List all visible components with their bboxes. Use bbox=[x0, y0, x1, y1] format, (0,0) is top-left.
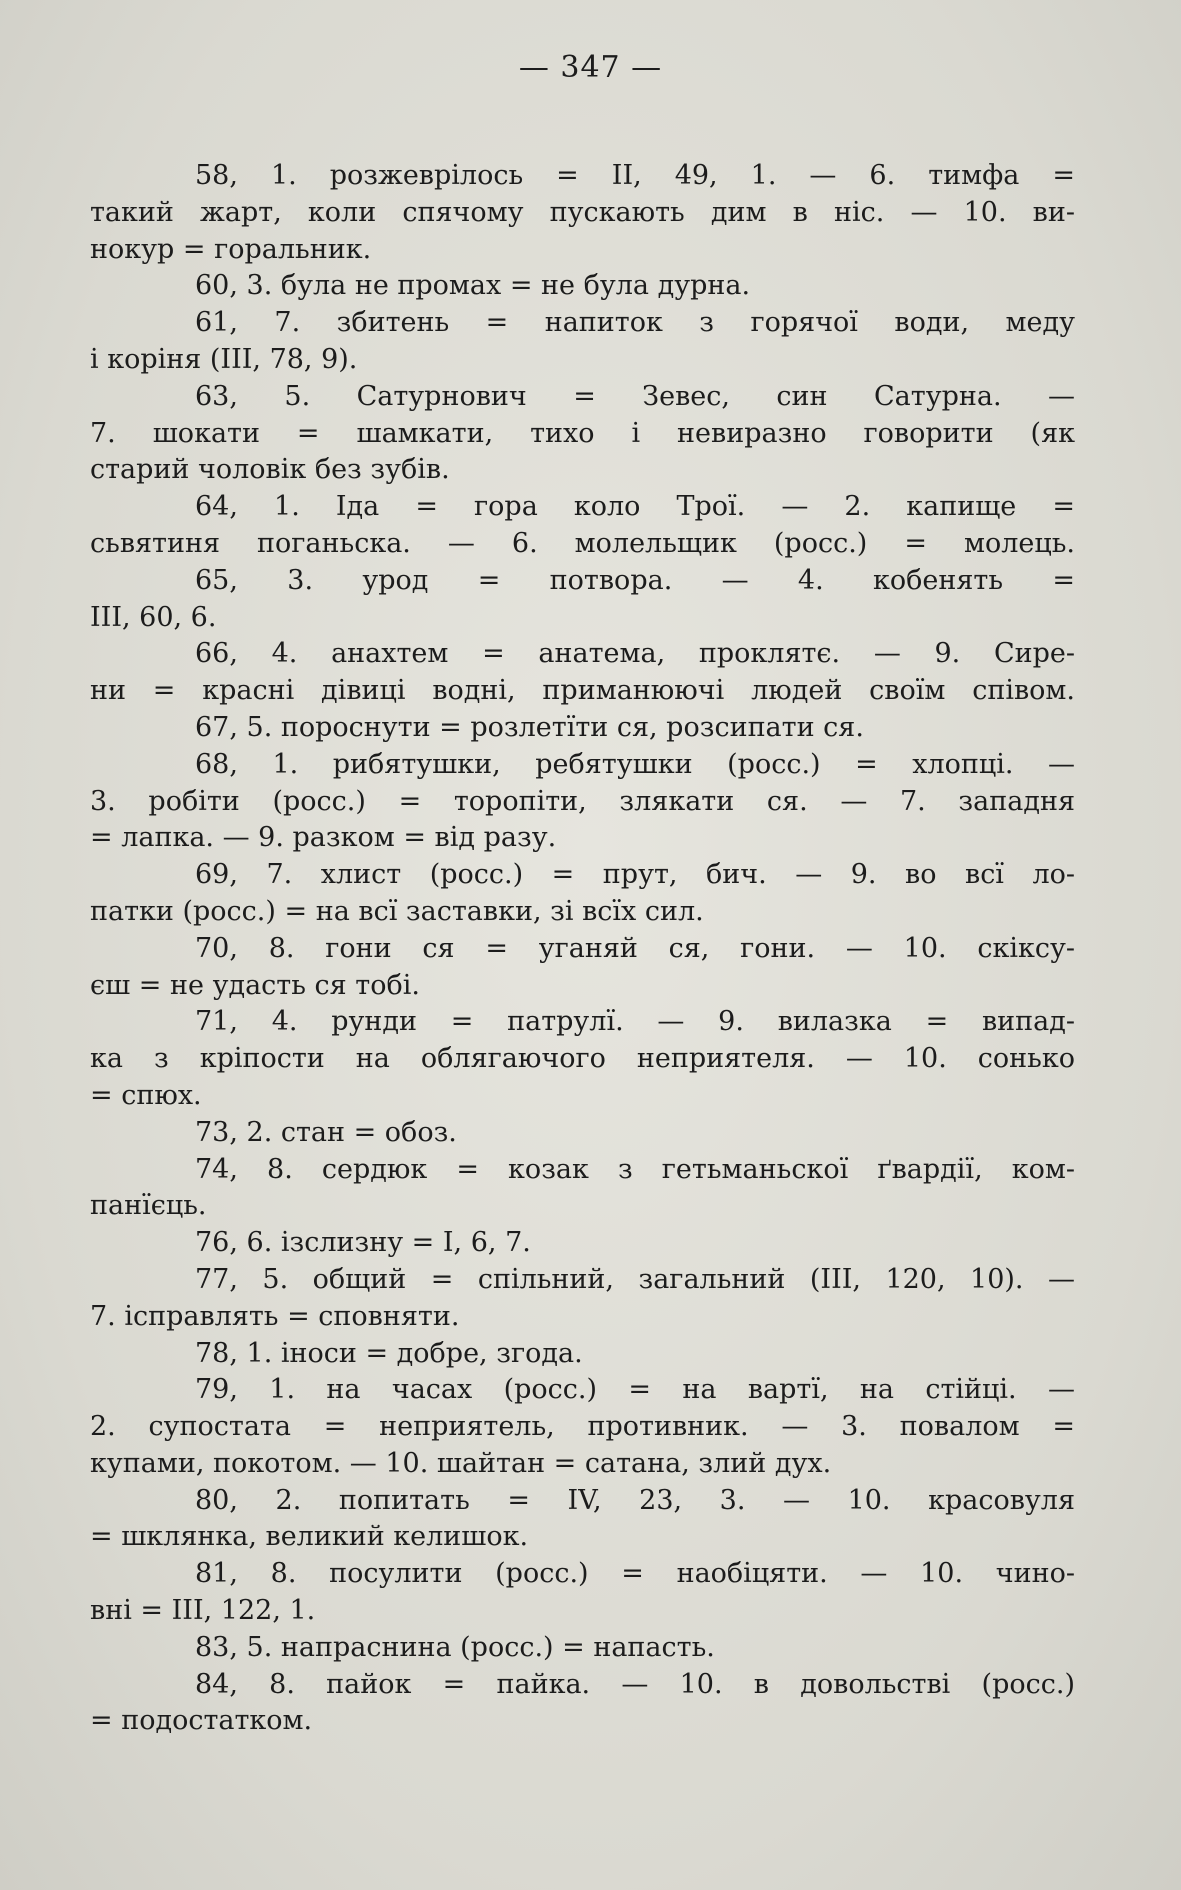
text-line: = подостатком. bbox=[90, 1705, 313, 1737]
text-line: ка з кріпости на облягаючого неприятеля. — 10. сонько bbox=[90, 1043, 1075, 1075]
text-line: 60, 3. була не промах = не була дурна. bbox=[195, 270, 751, 302]
text-line: вні = III, 122, 1. bbox=[90, 1595, 316, 1627]
text-line: 2. супостата = неприятель, противник. — 3. повалом = bbox=[90, 1411, 1075, 1443]
text-line: 61, 7. збитень = напиток з горячої води, меду bbox=[195, 307, 1075, 339]
text-line: 65, 3. урод = потвора. — 4. кобенять = bbox=[195, 564, 1075, 596]
text-line: 83, 5. напраснина (росс.) = напасть. bbox=[195, 1631, 715, 1663]
text-line: старий чоловік без зубів. bbox=[90, 454, 450, 486]
text-line: ни = красні дівиці водні, приманюючі людей своїм співом. bbox=[90, 675, 1075, 707]
text-line: 73, 2. стан = обоз. bbox=[195, 1116, 457, 1148]
text-line: 81, 8. посулити (росс.) = наобіцяти. — 10. чино- bbox=[195, 1558, 1075, 1590]
text-line: 7. шокати = шамкати, тихо і невиразно говорити (як bbox=[90, 417, 1075, 449]
text-line: 84, 8. пайок = пайка. — 10. в довольстві (росс.) bbox=[195, 1668, 1075, 1700]
text-line: 3. робіти (росс.) = торопіти, злякати ся. — 7. западня bbox=[90, 785, 1075, 817]
page-number: — 347 — bbox=[518, 50, 663, 85]
text-line: 7. ісправлять = сповняти. bbox=[90, 1300, 460, 1332]
text-line: 69, 7. хлист (росс.) = прут, бич. — 9. во всї ло- bbox=[195, 859, 1075, 891]
text-line: 76, 6. ізслизну = I, 6, 7. bbox=[195, 1227, 531, 1259]
text-line: 70, 8. гони ся = уганяй ся, гони. — 10. скіксу- bbox=[195, 932, 1075, 964]
text-line: 77, 5. общий = спільний, загальний (III, 120, 10). — bbox=[195, 1263, 1075, 1295]
text-line: 80, 2. попитать = IV, 23, 3. — 10. красовуля bbox=[195, 1484, 1075, 1516]
text-line: 71, 4. рунди = патрулї. — 9. вилазка = випад- bbox=[195, 1006, 1075, 1038]
text-line: 63, 5. Сатурнович = Зевес, син Сатурна. — bbox=[195, 380, 1075, 412]
text-line: = шклянка, великий келишок. bbox=[90, 1521, 529, 1553]
text-line: 67, 5. пороснути = розлетїти ся, розсипати ся. bbox=[195, 711, 864, 743]
text-line: 66, 4. анахтем = анатема, проклятє. — 9. Сире- bbox=[195, 638, 1075, 670]
text-line: III, 60, 6. bbox=[90, 601, 217, 633]
text-line: 68, 1. рибятушки, ребятушки (росс.) = хлопці. — bbox=[195, 748, 1075, 780]
text-line: = спюх. bbox=[90, 1079, 202, 1111]
text-line: сьвятиня поганьска. — 6. молельщик (росс.) = молець. bbox=[90, 527, 1075, 559]
text-line: панїєць. bbox=[90, 1190, 207, 1222]
text-line: 64, 1. Іда = гора коло Трої. — 2. капище = bbox=[195, 491, 1075, 523]
text-line: єш = не удасть ся тобі. bbox=[90, 969, 420, 1001]
text-line: патки (росс.) = на всї заставки, зі всїх сил. bbox=[90, 895, 704, 927]
text-line: 74, 8. сердюк = козак з гетьманьскої ґвардії, ком- bbox=[195, 1153, 1075, 1185]
text-line: 78, 1. іноси = добре, згода. bbox=[195, 1337, 583, 1369]
text-line: нокур = горальник. bbox=[90, 233, 372, 265]
text-line: 58, 1. розжеврілось = II, 49, 1. — 6. тимфа = bbox=[195, 160, 1075, 191]
text-line: і коріня (III, 78, 9). bbox=[90, 343, 358, 375]
text-line: купами, покотом. — 10. шайтан = сатана, злий дух. bbox=[90, 1447, 832, 1479]
text-line: 79, 1. на часах (росс.) = на вартї, на стійці. — bbox=[195, 1374, 1075, 1406]
text-line: = лапка. — 9. разком = від разу. bbox=[90, 822, 557, 854]
text-line: такий жарт, коли спячому пускають дим в ніс. — 10. ви- bbox=[90, 196, 1075, 228]
glossary-entries bbox=[90, 158, 1075, 1740]
